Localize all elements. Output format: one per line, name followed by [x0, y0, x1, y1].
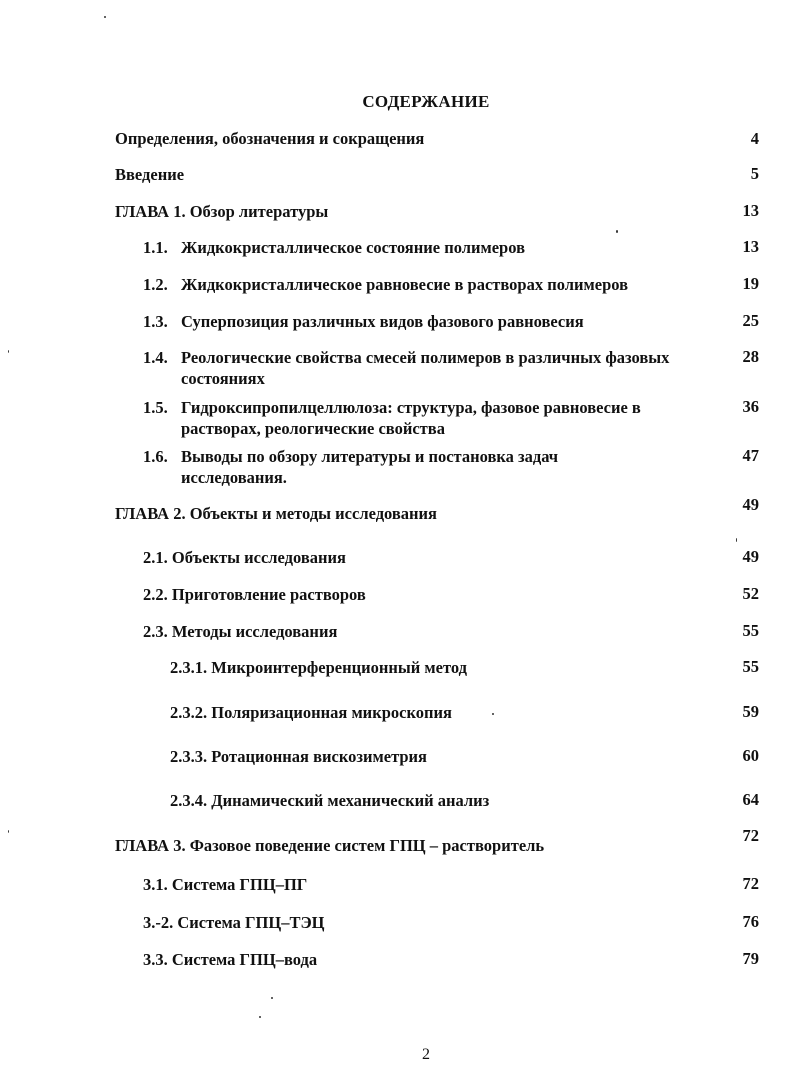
toc-entry-text: Определения, обозначения и сокращения [115, 129, 425, 148]
toc-entry [170, 746, 427, 767]
toc-entry [143, 311, 713, 332]
toc-entry-page: 59 [742, 702, 759, 721]
toc-entry [115, 835, 544, 856]
toc-entry-page: 19 [742, 274, 759, 293]
scan-speck [259, 1016, 261, 1018]
toc-entry [115, 128, 424, 149]
toc-entry-text: 3.3. Система ГПЦ–вода [143, 950, 318, 969]
toc-entry-text: Жидкокристаллическое состояние полимеров [181, 238, 525, 257]
scan-speck [616, 230, 618, 233]
toc-entry-text: Введение [115, 165, 185, 184]
toc-entry-page: 49 [742, 495, 759, 514]
toc-entry-text: Выводы по обзору литературы и постановка задач исследования. [181, 447, 559, 487]
toc-entry-number: 1.1. [143, 238, 168, 257]
toc-entry-page: 49 [742, 547, 759, 566]
toc-entry-text: ГЛАВА 2. Объекты и методы исследования [115, 504, 437, 523]
toc-entry-page: 76 [742, 912, 759, 931]
toc-entry-page: 36 [742, 397, 759, 416]
toc-entry [170, 657, 467, 678]
toc-entry-text: Гидроксипропилцеллюлоза: структура, фазовое равновесие в растворах, реологические свойства [181, 398, 641, 438]
toc-entry-number: 1.3. [143, 312, 168, 331]
toc-entry-text: 2.1. Объекты исследования [143, 548, 346, 567]
toc-entry [143, 237, 713, 258]
toc-entry-text: 2.3.3. Ротационная вискозиметрия [170, 747, 427, 766]
toc-entry-text: Суперпозиция различных видов фазового равновесия [181, 312, 584, 331]
toc-entry-text: 2.3. Методы исследования [143, 622, 338, 641]
toc-entry-number: 1.2. [143, 275, 168, 294]
toc-entry-text: 2.3.4. Динамический механический анализ [170, 791, 490, 810]
toc-entry-text: ГЛАВА 1. Обзор литературы [115, 202, 329, 221]
toc-entry-text: 2.3.1. Микроинтерференционный метод [170, 658, 467, 677]
toc-entry-page: 4 [750, 129, 759, 148]
toc-entry-page: 13 [742, 201, 759, 220]
toc-entry-text: 3.-2. Система ГПЦ–ТЭЦ [143, 913, 325, 932]
toc-entry [143, 274, 713, 295]
toc-entry [143, 347, 673, 389]
toc-entry-page: 47 [742, 446, 759, 465]
toc-entry-page: 13 [742, 237, 759, 256]
toc-entry [170, 790, 489, 811]
toc-entry-page: 5 [750, 164, 759, 183]
toc-entry-text: 2.3.2. Поляризационная микроскопия [170, 703, 452, 722]
toc-entry-text: Реологические свойства смесей полимеров в различных фазовых состояниях [181, 348, 670, 388]
toc-entry-page: 64 [742, 790, 759, 809]
toc-entry [115, 164, 184, 185]
toc-entry-number: 1.4. [143, 348, 168, 367]
toc-entry [115, 503, 437, 524]
scan-speck [736, 538, 737, 542]
toc-entry [170, 702, 452, 723]
toc-entry-number: 1.6. [143, 447, 168, 466]
scan-speck [271, 997, 273, 999]
toc-entry-page: 52 [742, 584, 759, 603]
toc-entry [143, 949, 317, 970]
toc-entry [143, 621, 337, 642]
page-number: 2 [422, 1046, 430, 1063]
page-title: СОДЕРЖАНИЕ [362, 92, 490, 111]
toc-entry [143, 584, 366, 605]
scan-speck [8, 350, 9, 353]
toc-entry-page: 28 [742, 347, 759, 366]
toc-entry [143, 446, 623, 488]
toc-entry-page: 60 [742, 746, 759, 765]
toc-entry [143, 547, 346, 568]
toc-entry-number: 1.5. [143, 398, 168, 417]
toc-entry-page: 72 [742, 826, 759, 845]
toc-entry-page: 55 [742, 657, 759, 676]
toc-entry-text: ГЛАВА 3. Фазовое поведение систем ГПЦ – растворитель [115, 836, 545, 855]
toc-entry-text: 2.2. Приготовление растворов [143, 585, 366, 604]
toc-entry-text: Жидкокристаллическое равновесие в растворах полимеров [181, 275, 629, 294]
scan-speck [492, 713, 494, 715]
toc-entry-page: 55 [742, 621, 759, 640]
scan-speck [8, 830, 9, 833]
toc-entry-page: 79 [742, 949, 759, 968]
scan-speck [104, 16, 106, 18]
toc-entry-text: 3.1. Система ГПЦ–ПГ [143, 875, 308, 894]
toc-entry-page: 72 [742, 874, 759, 893]
toc-entry [143, 397, 713, 439]
toc-entry-page: 25 [742, 311, 759, 330]
toc-entry [115, 201, 328, 222]
toc-entry [143, 912, 325, 933]
toc-entry [143, 874, 307, 895]
